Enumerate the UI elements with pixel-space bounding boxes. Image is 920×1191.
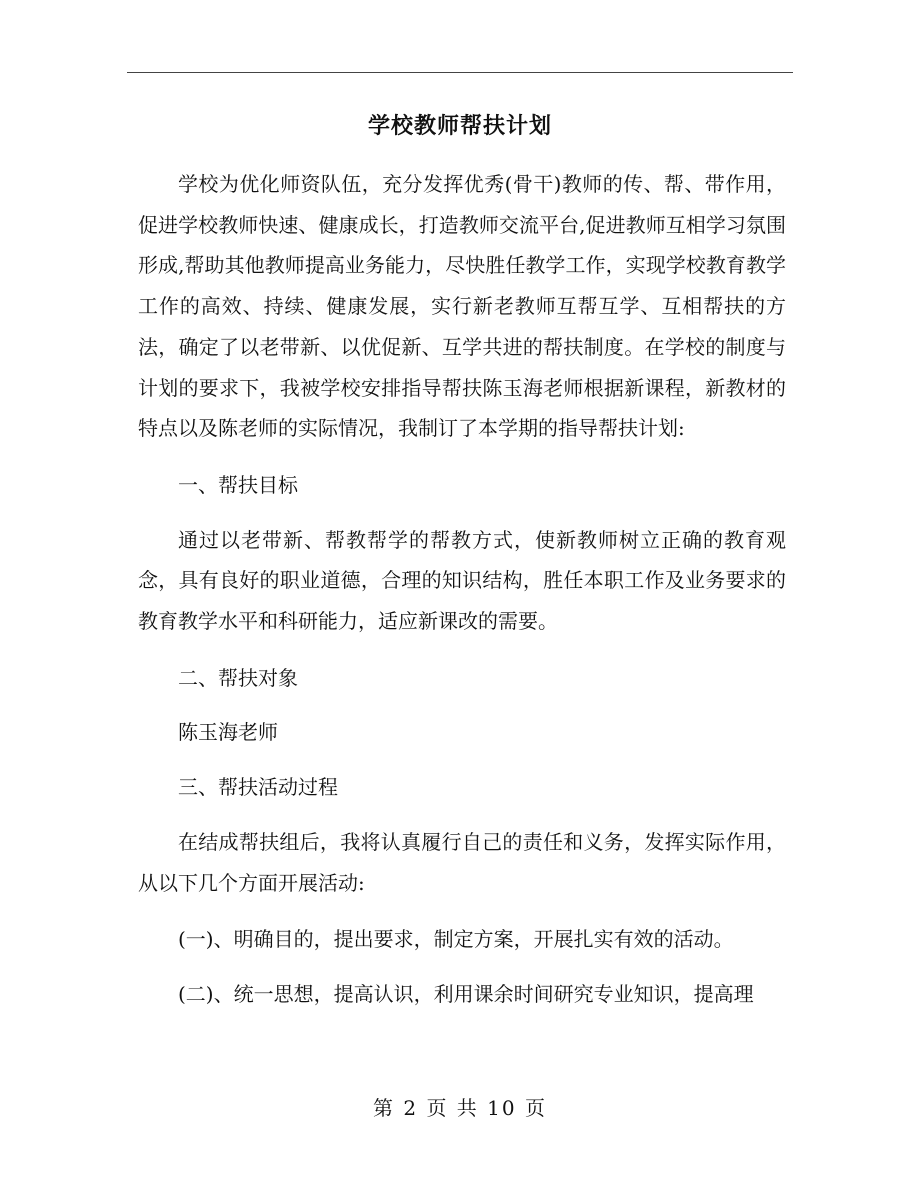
target-name: 陈玉海老师 — [178, 720, 278, 745]
document-body — [138, 164, 786, 1031]
list-item-2: (二)、统一思想，提高认识，利用课余时间研究专业知识，提高理 — [178, 981, 754, 1006]
header-rule — [127, 72, 793, 73]
intro-paragraph: 学校为优化师资队伍，充分发挥优秀(骨干)教师的传、帮、带作用，促进学校教师快速、健康成长，打造教师交流平台,促进教师互相学习氛围形成,帮助其他教师提高业务能力，尽快胜任教学工作，实现学校教育教学工作的高效、持续、健康发展，实行新老教师互帮互学、互相帮扶的方法，确定了以老带新、以优促新、互学共进的帮扶制度。在学校的制度与计划的要求下，我被学校安排指导帮扶陈玉海老师根据新课程，新教材的特点以及陈老师的实际情况，我制订了本学期的指导帮扶计划: — [138, 172, 786, 441]
section-heading-target: 二、帮扶对象 — [178, 665, 298, 690]
list-item-1: (一)、明确目的，提出要求，制定方案，开展扎实有效的活动。 — [178, 927, 734, 952]
document-title: 学校教师帮扶计划 — [367, 113, 552, 139]
section-heading-process: 三、帮扶活动过程 — [178, 775, 338, 800]
page-number: 第 2 页 共 10 页 — [373, 1096, 547, 1120]
section-heading-goal: 一、帮扶目标 — [178, 472, 298, 497]
goal-paragraph: 通过以老带新、帮教帮学的帮教方式，使新教师树立正确的教育观念，具有良好的职业道德，合理的知识结构，胜任本职工作及业务要求的教育教学水平和科研能力，适应新课改的需要。 — [138, 527, 786, 634]
process-paragraph: 在结成帮扶组后，我将认真履行自己的责任和义务，发挥实际作用，从以下几个方面开展活动: — [138, 829, 786, 895]
